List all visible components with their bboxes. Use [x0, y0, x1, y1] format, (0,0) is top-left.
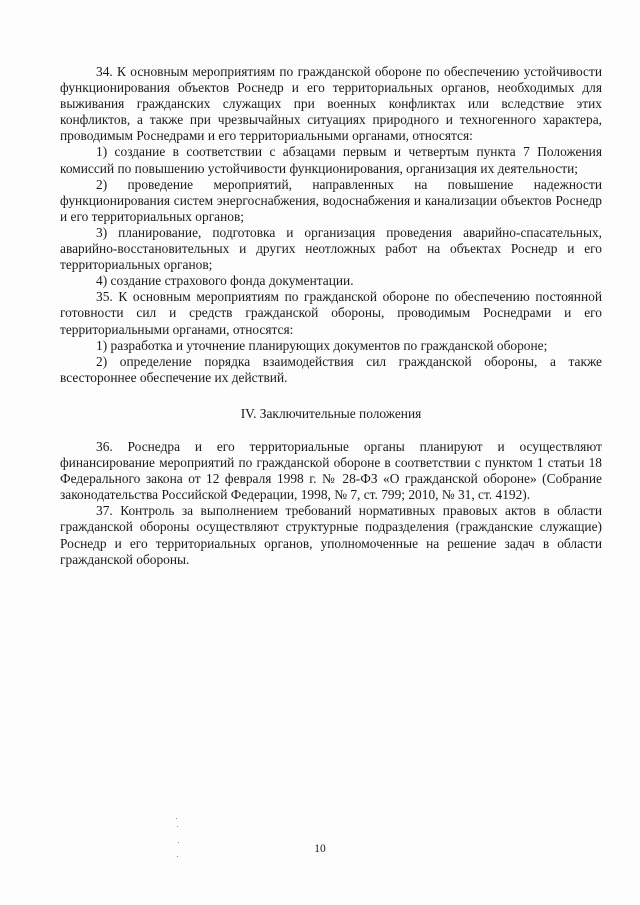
scan-speck	[177, 856, 178, 857]
paragraph-35-item-2: 2) определение порядка взаимодействия сил гражданской обороны, а также всестороннее обеспечение их действий.	[60, 353, 602, 385]
page-number: 10	[314, 843, 326, 855]
page-body	[60, 64, 602, 568]
paragraph-36: 36. Роснедра и его территориальные органы планируют и осуществляют финансирование мероприятий по гражданской обороне в соответствии с пунктом 1 статьи 18 Федерального закона от 12 февраля 1998 г. № 28-ФЗ «О гражданской обороне» (Собрание законодательства Российской Федерации, 1998, № 7, ст. 799; 2010, № 31, ст. 4192).	[60, 438, 602, 503]
paragraph-34-item-4: 4) создание страхового фонда документации.	[96, 273, 354, 289]
paragraph-34-item-3: 3) планирование, подготовка и организация проведения аварийно-спасательных, аварийно-восстановительных и других неотложных работ на объектах Роснедр и его территориальных органов;	[60, 224, 602, 273]
paragraph-34-item-1: 1) создание в соответствии с абзацами первым и четвертым пункта 7 Положения комиссий по повышению устойчивости функционирования, организация их деятельности;	[60, 144, 602, 176]
scan-speck	[177, 826, 178, 827]
section-heading: IV. Заключительные положения	[240, 405, 422, 421]
paragraph-35: 35. К основным мероприятиям по гражданской обороне по обеспечению постоянной готовности сил и средств гражданской обороны, проводимым Роснедрами и его территориальными органами, относятся:	[60, 289, 602, 337]
paragraph-34: 34. К основным мероприятиям по гражданской обороне по обеспечению устойчивости функционирования объектов Роснедр и его территориальных органов, необходимых для выживания гражданских служащих при военных конфликтах или вследствие этих конфликтов, а также при чрезвычайных ситуациях природного и техногенного характера, проводимым Роснедрами и его территориальными органами, относятся:	[60, 64, 602, 144]
paragraph-34-item-2: 2) проведение мероприятий, направленных на повышение надежности функционирования систем энергоснабжения, водоснабжения и канализации объектов Роснедр и его территориальных органов;	[60, 176, 602, 224]
scan-speck	[176, 818, 177, 819]
paragraph-37: 37. Контроль за выполнением требований нормативных правовых актов в области гражданской обороны осуществляют структурные подразделения (гражданские служащие) Роснедр и его территориальных органов, уполномоченные на решение задач в области гражданской обороны.	[60, 503, 602, 567]
paragraph-35-item-1: 1) разработка и уточнение планирующих документов по гражданской обороне;	[96, 337, 548, 353]
